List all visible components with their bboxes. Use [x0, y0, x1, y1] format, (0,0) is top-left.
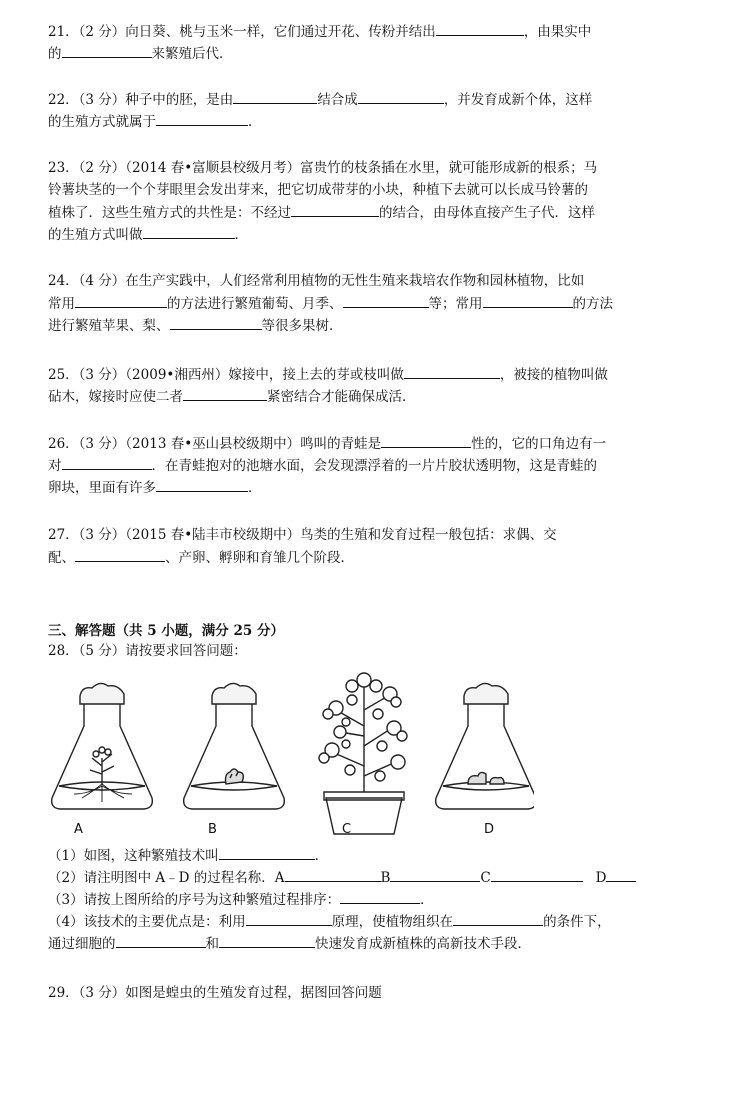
flask-d [436, 683, 534, 809]
q25-text: ，被接的植物叫做 [499, 367, 608, 383]
tissue-culture-figure [44, 666, 534, 846]
question-22 [48, 88, 708, 132]
q24-text: 的方法进行繁殖葡萄、月季、 [167, 296, 343, 312]
q21-text: 来繁殖后代． [151, 46, 233, 62]
q23-text: 的生殖方式叫做 [48, 227, 143, 243]
figure-label-c: C [342, 822, 352, 837]
q28-sub2: （2）请注明图中 A﹣D 的过程名称．A [48, 870, 285, 886]
answer-blank[interactable] [381, 432, 471, 448]
potted-plant-c [319, 673, 407, 834]
flask-a [52, 683, 153, 809]
q23-text: 的结合，由母体直接产生子代．这样 [379, 205, 595, 221]
q26-text: ． [248, 480, 262, 496]
q26-text: ．在青蛙抱对的池塘水面，会发现漂浮着的一片片胶状透明物，这是青蛙的 [151, 458, 597, 474]
q22-text: ． [248, 114, 262, 130]
q27-text: 配、 [48, 550, 75, 566]
q28-sub1: （1）如图，这种繁殖技术叫 [48, 848, 219, 864]
answer-blank[interactable] [62, 454, 152, 470]
q28-sub2: D [595, 870, 607, 886]
answer-blank[interactable] [219, 932, 315, 948]
question-24 [48, 270, 708, 336]
q28-sub4: （4）该技术的主要优点是：利用 [48, 914, 246, 930]
figure-label-d: D [484, 822, 495, 837]
answer-blank[interactable] [143, 223, 235, 239]
answer-blank[interactable] [170, 314, 262, 330]
answer-blank[interactable] [285, 866, 381, 882]
q28-sub4: 快速发育成新植株的高新技术手段． [315, 936, 531, 952]
q24-text: 等；常用 [428, 296, 483, 312]
q24-text: 的方法 [572, 296, 613, 312]
q26-text: 对 [48, 458, 62, 474]
q21-text: ，由果实中 [523, 24, 592, 40]
answer-blank[interactable] [246, 910, 332, 926]
q28-sub4: 的条件下， [543, 914, 611, 930]
question-21 [48, 20, 708, 64]
question-26 [48, 432, 708, 498]
answer-blank[interactable] [62, 42, 152, 58]
q28-sub3: （3）请按上图所给的序号为这种繁殖过程排序： [48, 892, 341, 908]
answer-blank[interactable] [343, 292, 429, 308]
q26-text: 性的，它的口角边有一 [471, 436, 607, 452]
q24-text: 常用 [48, 296, 75, 312]
answer-blank[interactable] [491, 866, 583, 882]
q28-sub1: ． [314, 848, 329, 864]
q21-text: 的 [48, 46, 62, 62]
answer-blank[interactable] [606, 866, 636, 882]
answer-blank[interactable] [291, 201, 379, 217]
q28-sub3: ． [420, 892, 434, 908]
q22-text: 结合成 [317, 92, 358, 108]
q28-sub2: B [380, 870, 391, 886]
answer-blank[interactable] [483, 292, 573, 308]
q28-sub2: C [480, 870, 491, 886]
answer-blank[interactable] [390, 866, 480, 882]
answer-blank[interactable] [183, 385, 267, 401]
q25-text: 砧木，嫁接时应使二者 [48, 389, 183, 405]
question-27 [48, 524, 708, 568]
q25-text: 紧密结合才能确保成活． [267, 389, 416, 405]
q24-text: 进行繁殖苹果、梨、 [48, 318, 170, 334]
question-28 [48, 640, 708, 662]
section-heading: 三、解答题（共 5 小题，满分 25 分） [48, 623, 284, 639]
figure-label-b: B [208, 822, 217, 837]
q22-text: ，并发育成新个体，这样 [443, 92, 593, 108]
q23-text: 铃薯块茎的一个个芽眼里会发出芽来，把它切成带芽的小块，种植下去就可以长成马铃薯的 [48, 182, 588, 198]
q23-text: 植株了．这些生殖方式的共性是：不经过 [48, 205, 291, 221]
question-25 [48, 363, 708, 407]
answer-blank[interactable] [116, 932, 206, 948]
answer-blank[interactable] [453, 910, 543, 926]
q27-text: 、产卵、孵卵和育雏几个阶段． [165, 550, 354, 566]
answer-blank[interactable] [358, 88, 444, 104]
q24-text: 等很多果树． [261, 318, 343, 334]
question-29 [48, 982, 708, 1004]
question-23 [48, 157, 708, 245]
answer-blank[interactable] [404, 363, 500, 379]
q26-text: 卵块，里面有许多 [48, 480, 156, 496]
q24-text: 24．（4 分）在生产实践中，人们经常利用植物的无性生殖来栽培农作物和园林植物，比如 [48, 273, 585, 289]
q29-intro: 29．（3 分）如图是蝗虫的生殖发育过程，据图回答问题 [48, 985, 382, 1001]
q28-sub4: 原理，使植物组织在 [331, 914, 454, 930]
answer-blank[interactable] [156, 476, 248, 492]
q27-text: 27．（3 分）（2015 春•陆丰市校级期中）鸟类的生殖和发育过程一般包括：求偶、交 [48, 527, 557, 543]
q21-text: 21．（2 分）向日葵、桃与玉米一样，它们通过开花、传粉并结出 [48, 24, 436, 40]
q23-text: 23．（2 分）（2014 春•富顺县校级月考）富贵竹的枝条插在水里，就可能形成新的根系；马 [48, 160, 598, 176]
answer-blank[interactable] [75, 292, 167, 308]
q28-intro: 28．（5 分）请按要求回答问题： [48, 643, 247, 659]
answer-blank[interactable] [156, 110, 248, 126]
answer-blank[interactable] [436, 20, 524, 36]
q25-text: 25．（3 分）（2009•湘西州）嫁接中，接上去的芽或枝叫做 [48, 367, 404, 383]
figure-label-a: A [74, 822, 83, 837]
answer-blank[interactable] [219, 844, 315, 860]
tissue-culture-illustration [44, 666, 534, 846]
q26-text: 26．（3 分）（2013 春•巫山县校级期中）鸣叫的青蛙是 [48, 436, 382, 452]
q22-text: 22．（3 分）种子中的胚，是由 [48, 92, 234, 108]
flask-b [184, 683, 285, 809]
q22-text: 的生殖方式就属于 [48, 114, 156, 130]
answer-blank[interactable] [75, 546, 165, 562]
question-28-parts [48, 844, 708, 954]
answer-blank[interactable] [340, 888, 420, 904]
q28-sub4: 通过细胞的 [48, 936, 116, 952]
answer-blank[interactable] [233, 88, 317, 104]
q23-text: ． [234, 227, 248, 243]
q28-sub4: 和 [205, 936, 219, 952]
